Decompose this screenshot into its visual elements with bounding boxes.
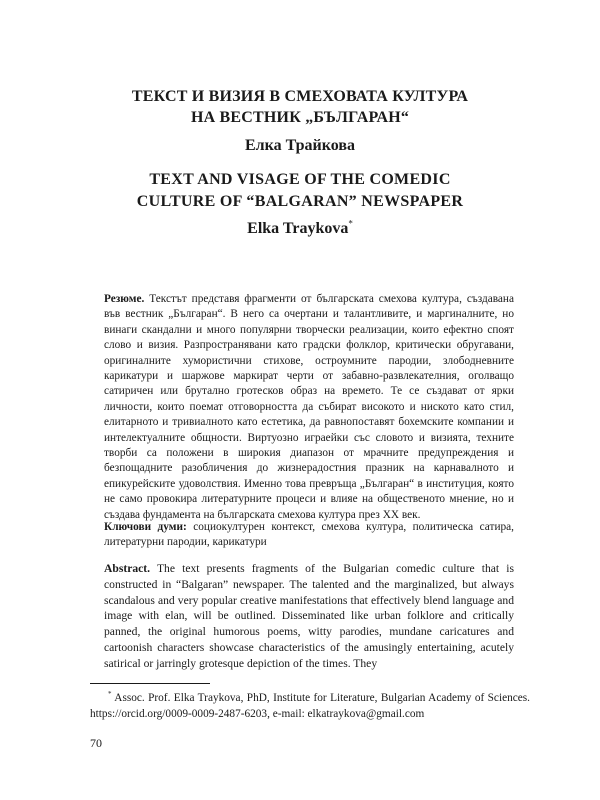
author-bulgarian: Елка Трайкова [244, 137, 356, 154]
title-english [60, 169, 540, 213]
keywords-text: социокултурен контекст, смехова култура, политическа сатира, литературни пародии, карикатури [104, 521, 514, 549]
abstract-text: The text presents fragments of the Bulgarian comedic culture that is constructed in “Balgaran” newspaper. The talented and the marginalized, but always scandalous and very popular creative manifestations that effectively blend language and image with elan, will be outlined. Disseminated like urban folklore and critically panned, the original humorous poems, witty parodies, mundane caricatures and cartoonish characters showcase characteristics of the amusingly entertaining, acutely satirical or jarringly grotesque depiction of the times. They [104, 562, 514, 670]
title-english-line-1: TEXT AND VISAGE OF THE COMEDIC [149, 171, 451, 188]
abstract-paragraph [104, 561, 514, 672]
title-bulgarian [60, 86, 540, 128]
author-english [60, 219, 540, 239]
footnote-text: Assoc. Prof. Elka Traykova, PhD, Institute for Literature, Bulgarian Academy of Sciences. https://orcid.org/0009-0009-2487-6203, e-mail: elkatraykova@gmail.com [90, 692, 530, 720]
author-english-name: Elka Traykova [247, 220, 349, 237]
title-english-line-2: CULTURE OF “BALGARAN” NEWSPAPER [136, 193, 464, 210]
keywords-label: Ключови думи: [104, 521, 187, 533]
footnote-rule [90, 683, 210, 684]
resume-paragraph [104, 292, 514, 523]
title-bulgarian-line-1: ТЕКСТ И ВИЗИЯ В СМЕХОВАТА КУЛТУРА [131, 88, 469, 105]
page-number: 70 [90, 736, 102, 750]
keywords-paragraph [104, 520, 514, 551]
author-footnote-mark: * [348, 218, 353, 229]
footnote [90, 690, 530, 722]
abstract-label: Abstract. [104, 562, 151, 575]
resume-label: Резюме. [104, 293, 145, 305]
footnote-mark: * [108, 690, 112, 699]
resume-text: Текстът представя фрагменти от българската смехова култура, създавана във вестник „Българан“. В него са очертани и талантливите, и маргиналните, но винаги скандални и много популярни творчески реализации, които ефектно споят слово и визия. Разпространявани като градски фолклор, критически обругавани, оригиналните хумористични стихове, остроумните пародии, злободневните карикатури и шаржове маркират черти от забавно-развлекателния, оголващо сатиричен или брутално гротесков образ на времето. Те се създават от ярки личности, които поемат отговорността да събират високото и ниското като стил, елитарното и тривиалното като естетика, да равнопоставят бохемските компании и интелектуалните общности. Виртуозно играейки със словото и визията, техните творби са положени в широкия диапазон от мрачните предупреждения и безпощадните разобличения до жизнерадостния празник на карнавалното и епикурейските удоволствия. Именно това превръща „Българан“ в институция, която не само провокира литературните процеси и влияе на общественото мнение, но и създава фундамента на българската смехова култура през ХХ век. [104, 293, 514, 521]
title-bulgarian-line-2: НА ВЕСТНИК „БЪЛГАРАН“ [190, 109, 410, 126]
